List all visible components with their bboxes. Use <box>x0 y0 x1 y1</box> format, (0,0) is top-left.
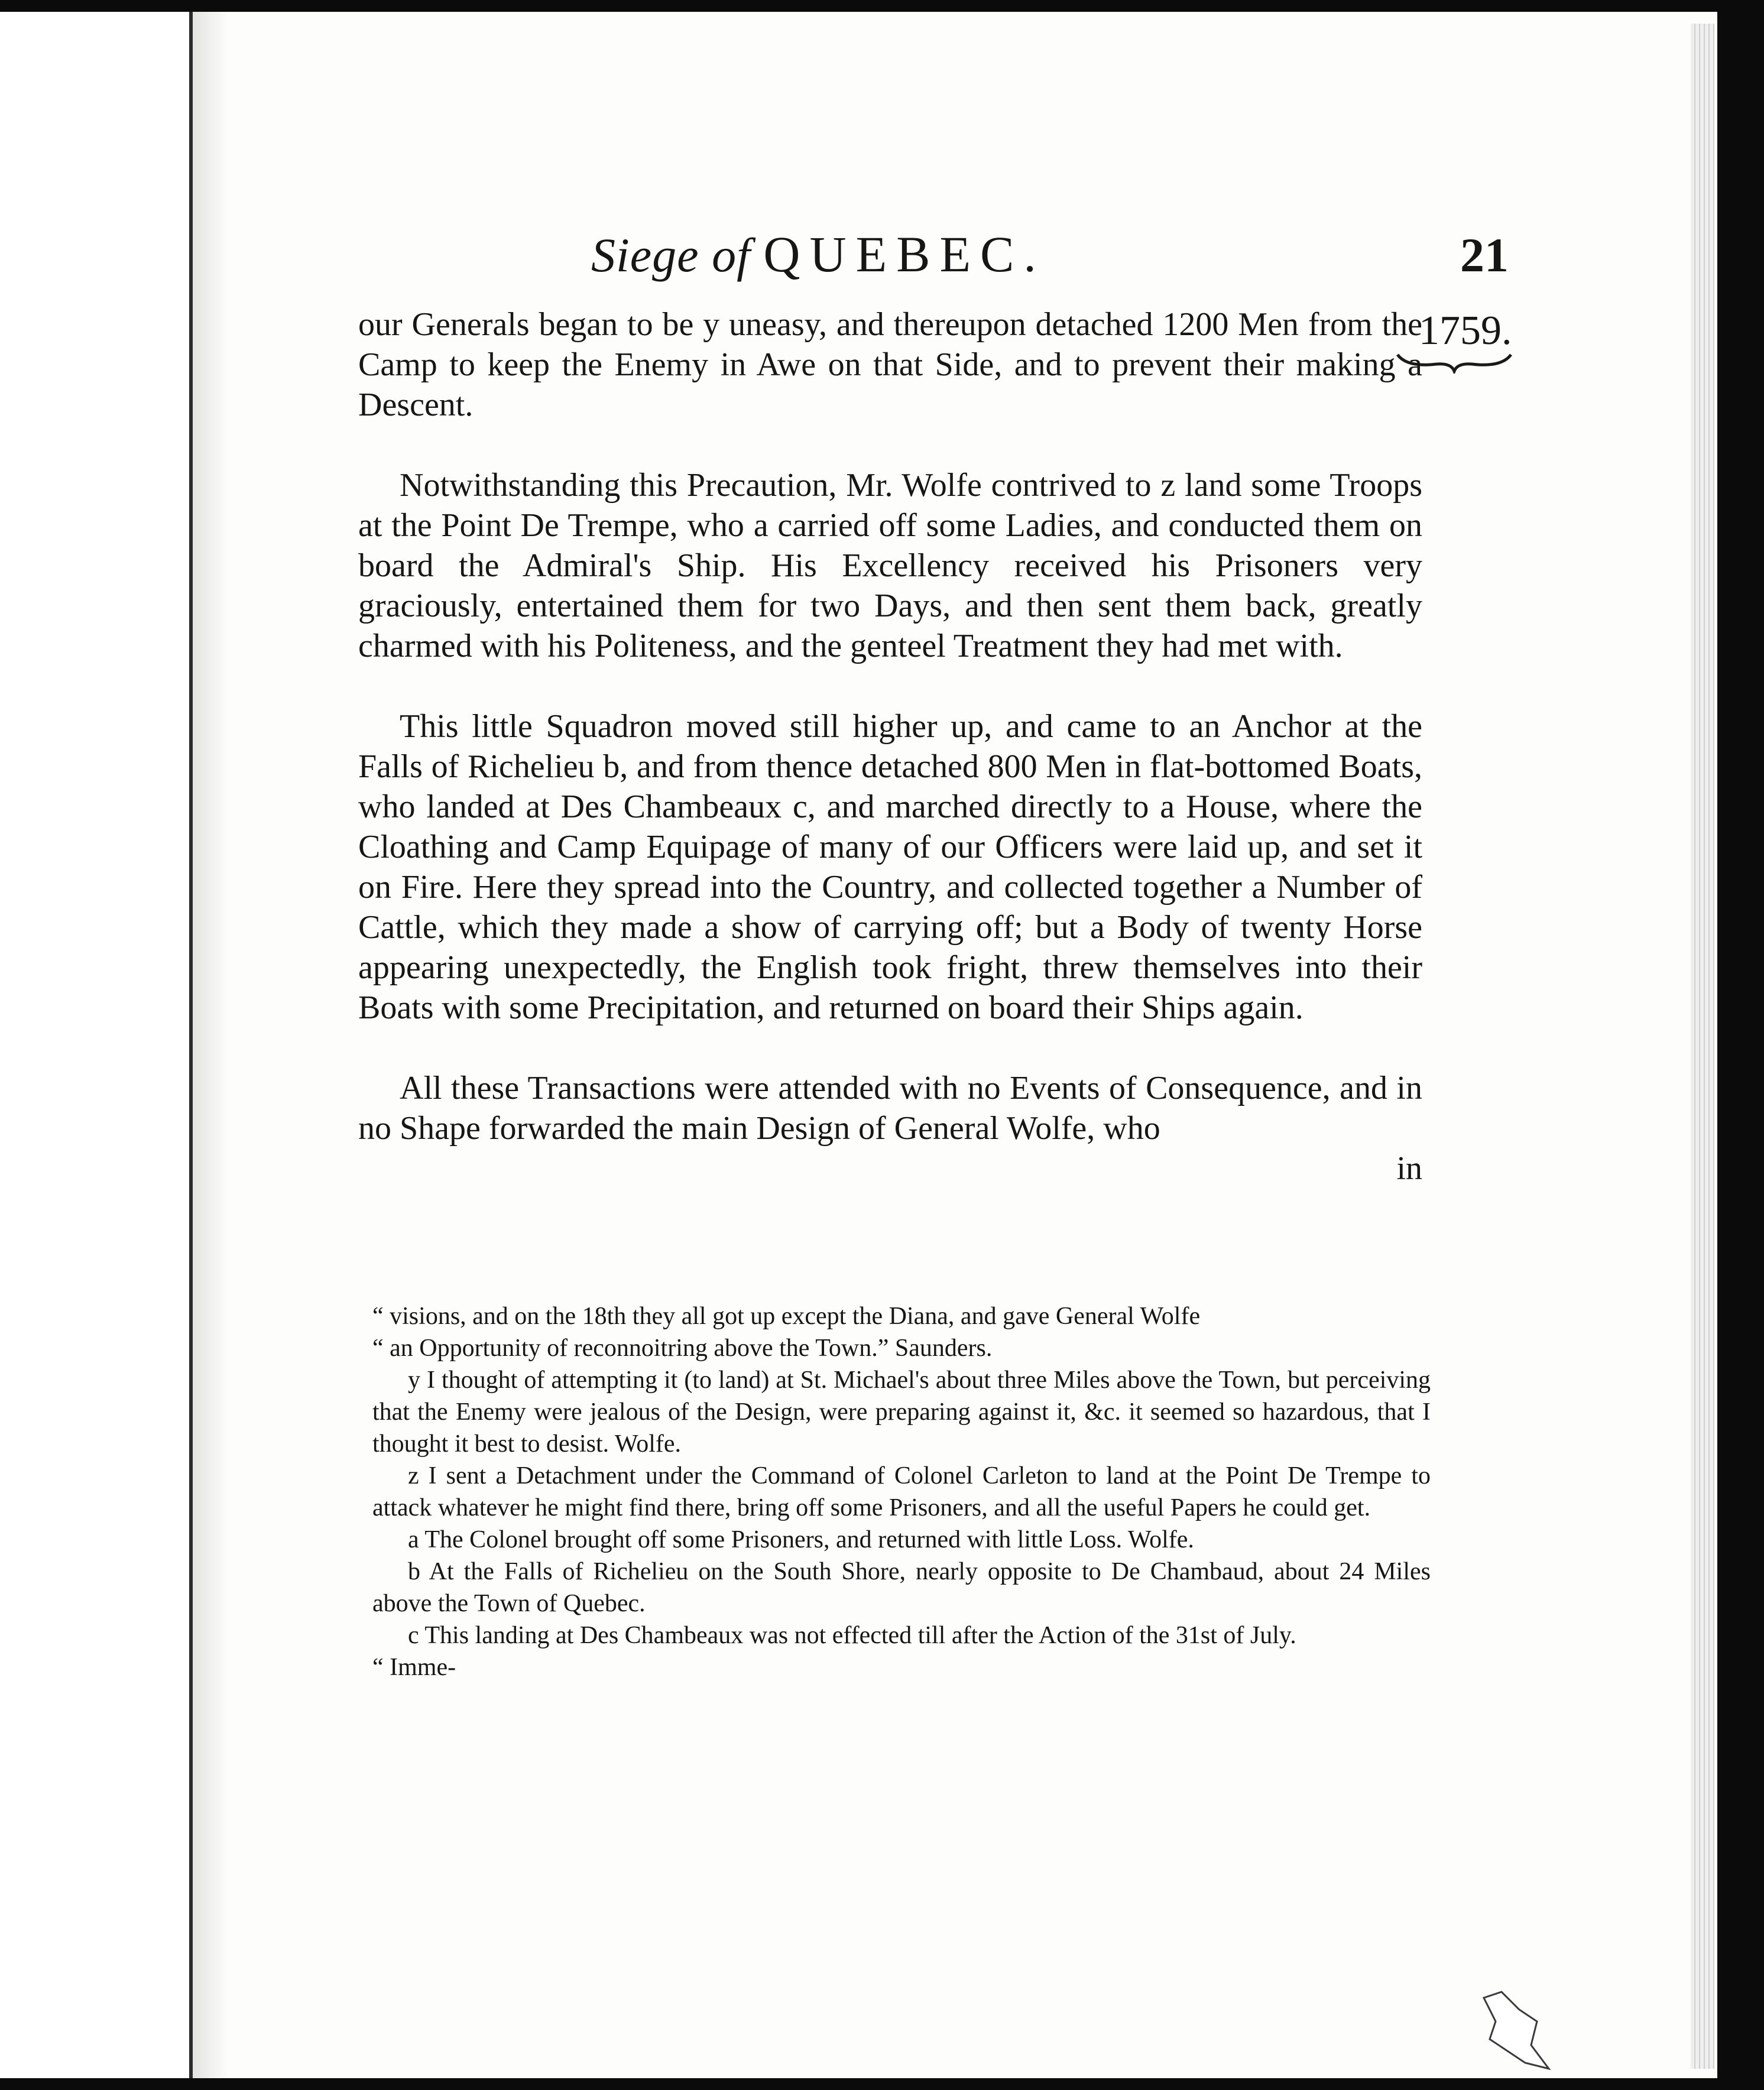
footnote-z: z I sent a Detachment under the Command of Colonel Carleton to land at the Point De Trempe to attack whatever he might find there, bring off some Prisoners, and all the useful Papers he could get. <box>372 1462 1431 1521</box>
page-edge-stack <box>1691 24 1714 2069</box>
scan-frame-right <box>1717 0 1764 2090</box>
running-head-prefix: Siege of <box>591 228 751 282</box>
footnote-quote-line-1: “ visions, and on the 18th they all got up except the Diana, and gave General Wolfe <box>372 1303 1201 1330</box>
footnotes <box>372 1300 1431 1683</box>
running-head <box>591 225 1046 284</box>
margin-year: 1759. <box>1419 308 1512 353</box>
footnote-catchword: “ Imme- <box>372 1654 456 1681</box>
running-head-title: QUEBEC. <box>763 226 1046 283</box>
footnote-c: c This landing at Des Chambeaux was not effected till after the Action of the 31st of July. <box>408 1622 1296 1649</box>
footnote-quote-line-2: “ an Opportunity of reconnoitring above the Town.” Saunders. <box>372 1335 993 1362</box>
gutter-shadow <box>193 12 228 2078</box>
paragraph-4: All these Transactions were attended with no Events of Consequence, and in no Shape forwarded the main Design of General Wolfe, who <box>358 1070 1422 1147</box>
catchword: in <box>1396 1150 1422 1187</box>
main-text <box>358 304 1422 1189</box>
footnote-a: a The Colonel brought off some Prisoners, and returned with little Loss. Wolfe. <box>408 1526 1194 1553</box>
paragraph-3: This little Squadron moved still higher up, and came to an Anchor at the Falls of Richelieu b, and from thence detached 800 Men in flat-bottomed Boats, who landed at Des Chambeaux c, and marched directly to a House, where the Cloathing and Camp Equipage of many of our Officers were laid up, and set it on Fire. Here they spread into the Country, and collected together a Number of Cattle, which they made a show of carrying off; but a Body of twenty Horse appearing unexpectedly, the English took fright, threw themselves into their Boats with some Precipitation, and returned on board their Ships again. <box>358 708 1422 1026</box>
footnote-b: b At the Falls of Richelieu on the South Shore, nearly opposite to De Chambaud, about 24 Miles above the Town of Quebec. <box>372 1558 1431 1617</box>
scan-speck-icon <box>1466 1986 1561 2081</box>
page-number: 21 <box>1460 228 1509 282</box>
scan-frame-top <box>0 0 1764 12</box>
paragraph-1: our Generals began to be y uneasy, and thereupon detached 1200 Men from the Camp to keep the Enemy in Awe on that Side, and to prevent their making a Descent. <box>358 306 1422 423</box>
paragraph-2: Notwithstanding this Precaution, Mr. Wolfe contrived to z land some Troops at the Point De Trempe, who a carried off some Ladies, and conducted them on board the Admiral's Ship. His Excellency received his Prisoners very graciously, entertained them for two Days, and then sent them back, greatly charmed with his Politeness, and the genteel Treatment they had met with. <box>358 467 1422 664</box>
footnote-y: y I thought of attempting it (to land) at St. Michael's about three Miles above the Town, but perceiving that the Enemy were jealous of the Design, were preparing against it, &c. it seemed so hazardous, that I thought it best to desist. Wolfe. <box>372 1367 1431 1458</box>
